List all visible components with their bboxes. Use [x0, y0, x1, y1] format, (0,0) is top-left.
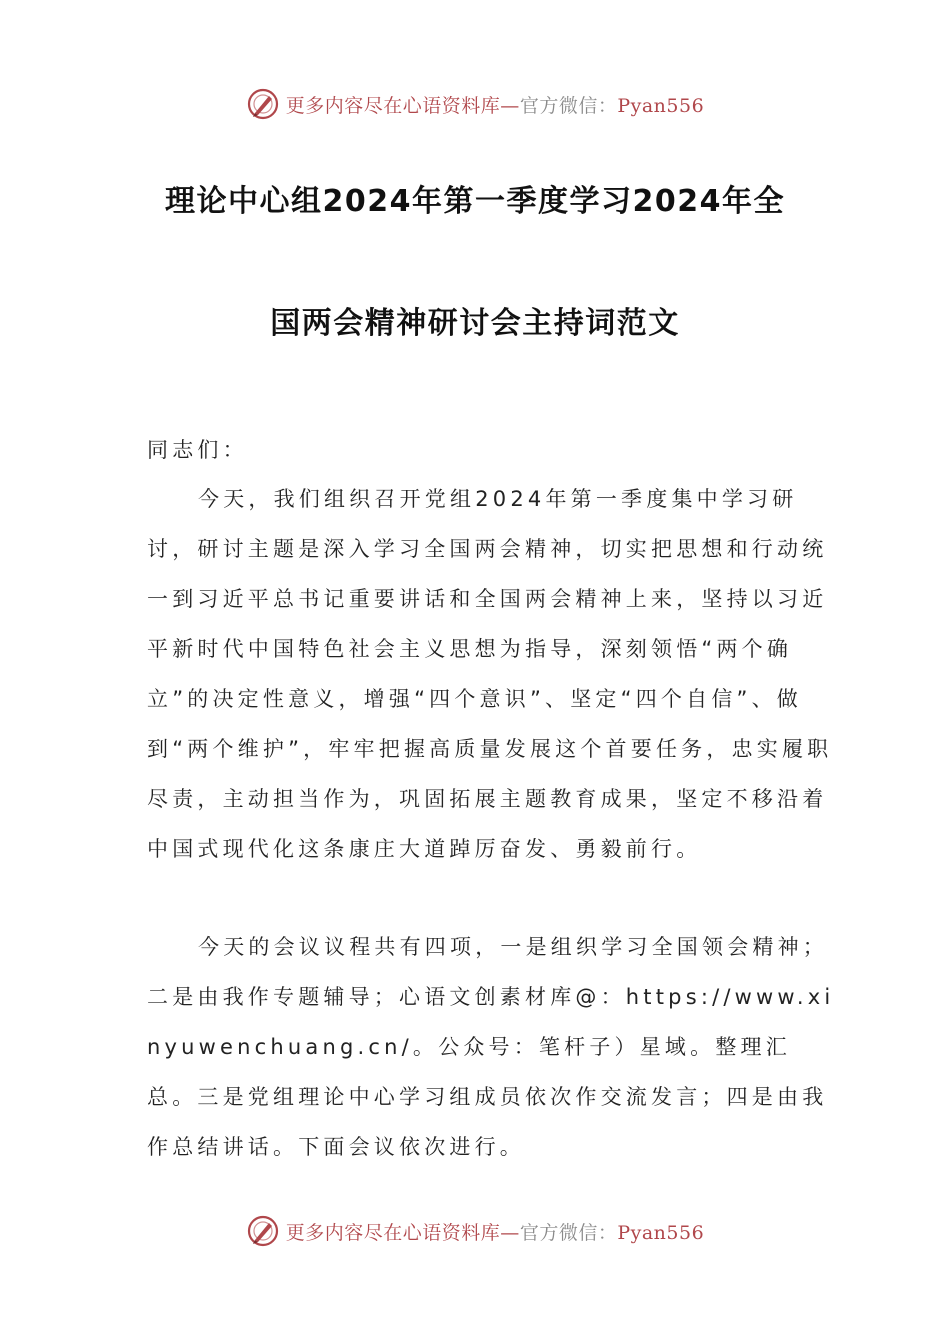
- banner-wechat-id: Pyan556: [617, 94, 705, 117]
- banner-site-text: 更多内容尽在心语资料库—: [285, 94, 520, 117]
- header-banner: [0, 84, 950, 124]
- banner-site-text: 更多内容尽在心语资料库—: [285, 1221, 520, 1244]
- paragraph-1: [147, 474, 837, 874]
- pen-seal-logo-icon: [246, 1214, 280, 1248]
- document-title-line2: 国两会精神研讨会主持词范文: [270, 306, 680, 341]
- paragraph-2-text: 今天的会议议程共有四项，一是组织学习全国领会精神；二是由我作专题辅导；心语文创素材库@：https://www.xinyuwenchuang.cn/。公众号：笔杆子）星域。整理汇总。三是党组理论中心学习组成员依次作交流发言；四是由我作总结讲话。下面会议依次进行。: [147, 935, 835, 1159]
- greeting: 同志们：: [147, 438, 248, 462]
- paragraph-2: [147, 922, 837, 1172]
- footer-banner: [0, 1211, 950, 1251]
- banner-text: [286, 91, 704, 118]
- banner-wechat-id: Pyan556: [617, 1221, 705, 1244]
- banner-wechat-label: 官方微信：: [519, 94, 618, 117]
- document-title-line1: 理论中心组2024年第一季度学习2024年全: [165, 184, 785, 219]
- paragraph-1-text: 今天，我们组织召开党组2024年第一季度集中学习研讨，研讨主题是深入学习全国两会精神，切实把思想和行动统一到习近平总书记重要讲话和全国两会精神上来，坚持以习近平新时代中国特色社会主义思想为指导，深刻领悟“两个确立”的决定性意义，增强“四个意识”、坚定“四个自信”、做到“两个维护”，牢牢把握高质量发展这个首要任务，忠实履职尽责，主动担当作为，巩固拓展主题教育成果，坚定不移沿着中国式现代化这条康庄大道踔厉奋发、勇毅前行。: [147, 487, 833, 861]
- banner-wechat-label: 官方微信：: [519, 1221, 618, 1244]
- banner-text: [286, 1218, 704, 1245]
- pen-seal-logo-icon: [246, 87, 280, 121]
